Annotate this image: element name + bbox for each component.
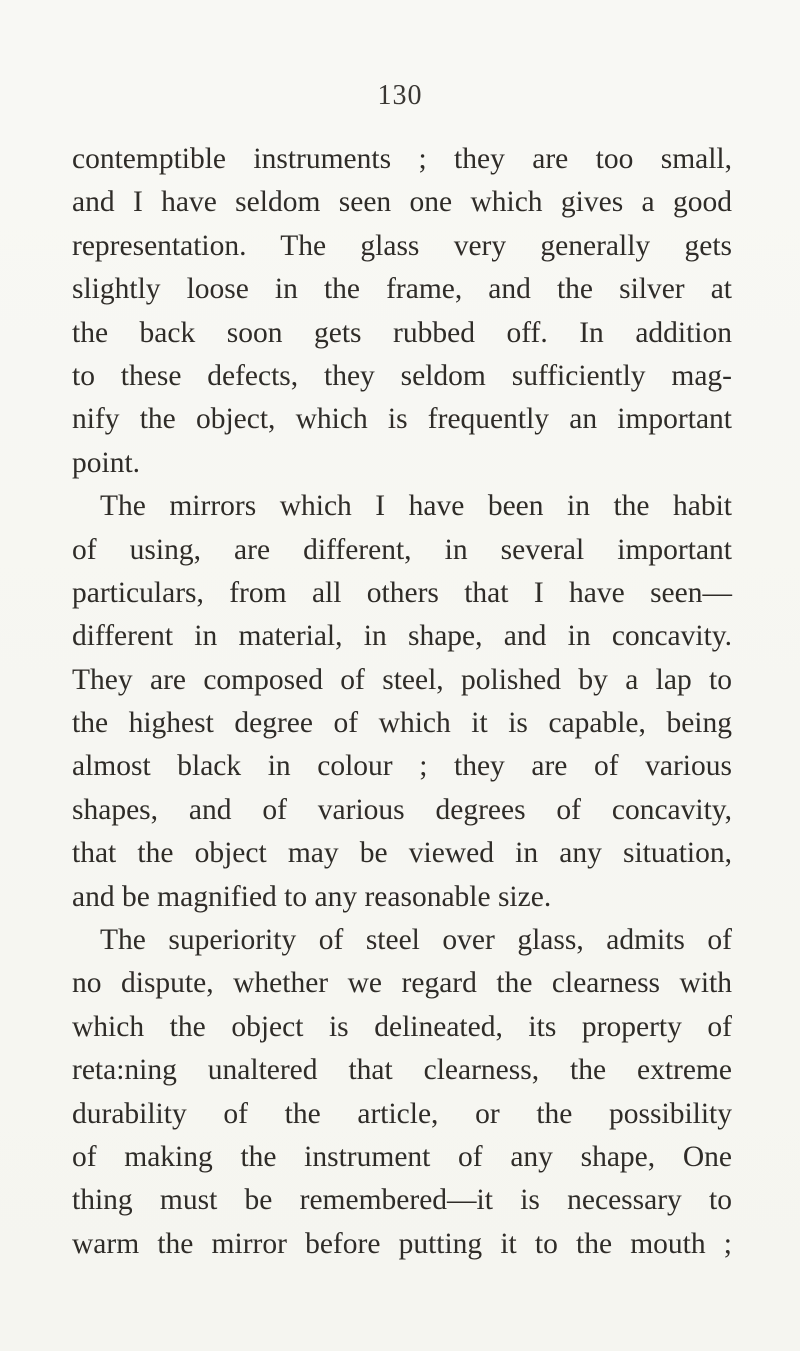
text-line: the highest degree of which it is capable, being — [72, 707, 732, 740]
text-line: the back soon gets rubbed off. In addition — [72, 316, 732, 349]
text-line: nify the object, which is frequently an important — [72, 403, 732, 436]
text-line: that the object may be viewed in any situation, — [72, 837, 732, 870]
text-line: slightly loose in the frame, and the silver at — [72, 273, 732, 306]
text-line: durability of the article, or the possibility — [72, 1097, 732, 1130]
text-line: of using, are different, in several important — [72, 533, 732, 566]
text-line: The mirrors which I have been in the habit — [100, 490, 732, 523]
text-line: shapes, and of various degrees of concavity, — [72, 793, 732, 826]
body-text — [72, 138, 732, 1266]
text-line: and be magnified to any reasonable size. — [72, 880, 552, 913]
text-line: particulars, from all others that I have seen— — [72, 576, 732, 609]
text-line: point. — [72, 446, 141, 479]
text-line: almost black in colour ; they are of various — [72, 750, 732, 783]
text-line: They are composed of steel, polished by a lap to — [72, 663, 732, 696]
text-line: of making the instrument of any shape, One — [72, 1140, 732, 1173]
text-line: to these defects, they seldom sufficiently mag- — [72, 359, 732, 392]
text-line: and I have seldom seen one which gives a good — [72, 186, 732, 219]
text-line: contemptible instruments ; they are too small, — [72, 143, 732, 175]
text-line: different in material, in shape, and in concavity. — [72, 620, 732, 653]
text-line: thing must be remembered—it is necessary to — [72, 1184, 732, 1217]
page-number: 130 — [377, 80, 423, 111]
text-line: warm the mirror before putting it to the mouth ; — [72, 1227, 732, 1260]
text-line: representation. The glass very generally gets — [72, 229, 732, 262]
text-line: no dispute, whether we regard the clearness with — [72, 967, 732, 1000]
text-line: which the object is delineated, its property of — [72, 1010, 732, 1043]
text-line: The superiority of steel over glass, admits of — [100, 924, 732, 957]
text-line: reta:ning unaltered that clearness, the extreme — [72, 1054, 732, 1087]
